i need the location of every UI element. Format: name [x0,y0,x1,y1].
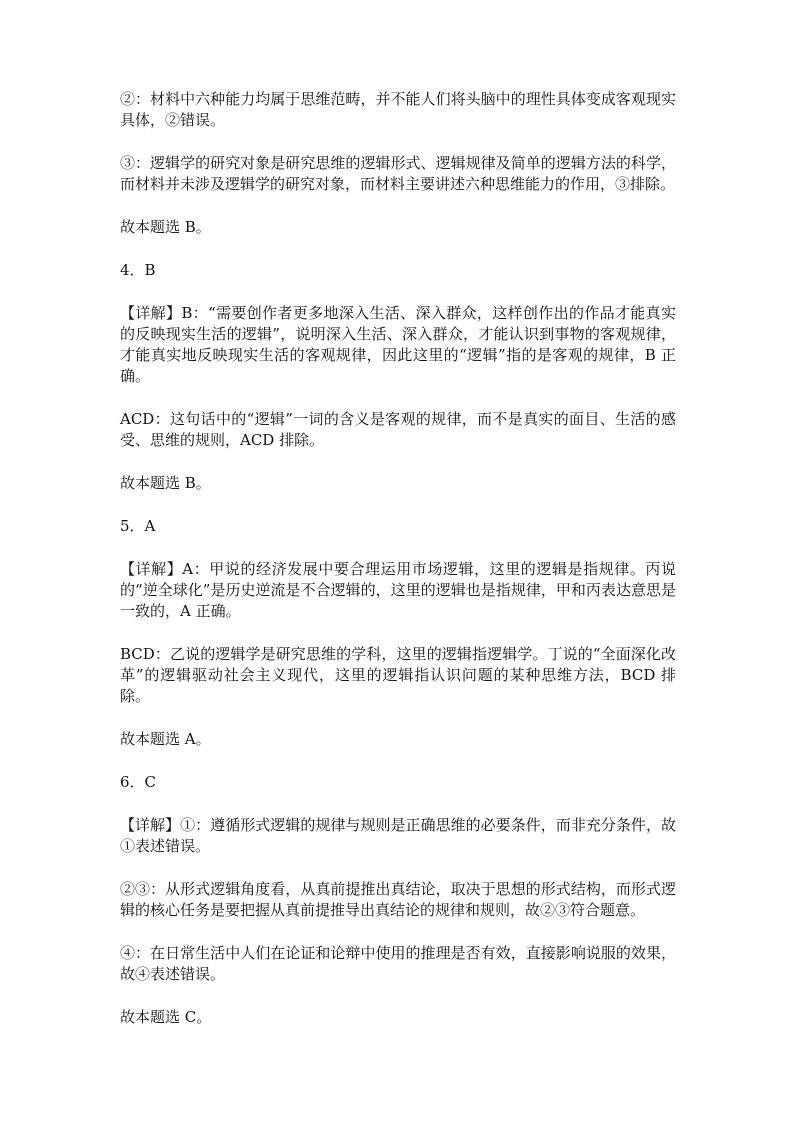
conclusion-line: 故本题选 B。 [120,218,211,236]
explanation-paragraph: 【详解】A：甲说的经济发展中要合理运用市场逻辑，这里的逻辑是指规律。丙说的“逆全球化”是历史逆流是不合逻辑的，这里的逻辑也是指规律，甲和丙表达意思是一致的，A 正确。 [120,560,676,620]
conclusion-line: 故本题选 A。 [120,730,211,748]
conclusion-line: 故本题选 B。 [120,474,211,492]
explanation-paragraph: ④：在日常生活中人们在论证和论辩中使用的推理是否有效，直接影响说服的效果，故④表述错误。 [120,944,676,983]
explanation-paragraph: BCD：乙说的逻辑学是研究思维的学科，这里的逻辑指逻辑学。丁说的“全面深化改革”的逻辑驱动社会主义现代，这里的逻辑指认识问题的某种思维方法，BCD 排除。 [120,645,676,705]
explanation-paragraph: ③：逻辑学的研究对象是研究思维的逻辑形式、逻辑规律及简单的逻辑方法的科学，而材料并未涉及逻辑学的研究对象，而材料主要讲述六种思维能力的作用，③排除。 [120,154,676,193]
explanation-paragraph: ②③：从形式逻辑角度看，从真前提推出真结论，取决于思想的形式结构，而形式逻辑的核心任务是要把握从真前提推导出真结论的规律和规则，故②③符合题意。 [120,880,676,919]
document-body [120,89,676,1050]
explanation-paragraph: ACD：这句话中的“逻辑”一词的含义是客观的规律，而不是真实的面目、生活的感受、思维的规则，ACD 排除。 [120,410,676,449]
question-answer-heading: 4．B [120,261,156,279]
question-answer-heading: 5．A [120,517,156,535]
conclusion-line: 故本题选 C。 [120,1008,212,1026]
explanation-paragraph: 【详解】①：遵循形式逻辑的规律与规则是正确思维的必要条件，而非充分条件，故①表述错误。 [120,816,676,855]
question-answer-heading: 6．C [120,773,157,791]
explanation-paragraph: ②：材料中六种能力均属于思维范畴，并不能人们将头脑中的理性具体变成客观现实具体，②错误。 [120,90,676,129]
explanation-paragraph: 【详解】B：“需要创作者更多地深入生活、深入群众，这样创作出的作品才能真实的反映现实生活的逻辑”，说明深入生活、深入群众，才能认识到事物的客观规律，才能真实地反映现实生活的客观规律，因此这里的“逻辑”指的是客观的规律，B 正确。 [120,304,676,385]
